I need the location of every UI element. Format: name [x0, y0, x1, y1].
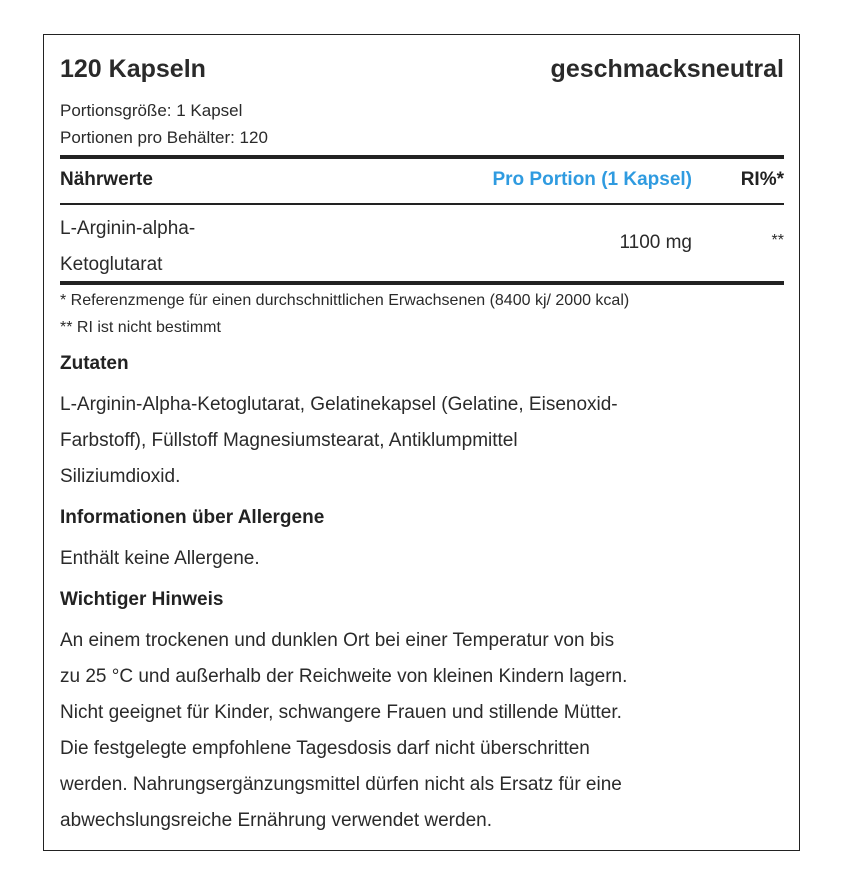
allergens-title: Informationen über Allergene [60, 507, 325, 528]
allergens-text: Enthält keine Allergene. [60, 548, 260, 569]
nutrient-name [60, 211, 320, 283]
notice-line: Nicht geeignet für Kinder, schwangere Frauen und stillende Mütter. [60, 702, 622, 723]
nutrient-name-line: L-Arginin-alpha- [60, 218, 196, 239]
column-header-ri: RI%* [740, 169, 784, 190]
divider-thick [60, 281, 784, 285]
notice-line: An einem trockenen und dunklen Ort bei einer Temperatur von bis [60, 630, 615, 651]
notice-title: Wichtiger Hinweis [60, 589, 224, 610]
divider-thick [60, 155, 784, 159]
servings-per-container: Portionen pro Behälter: 120 [60, 128, 268, 147]
notice-line: Die festgelegte empfohlene Tagesdosis darf nicht überschritten [60, 738, 590, 759]
ingredients-text [60, 387, 784, 495]
ingredients-line: Farbstoff), Füllstoff Magnesiumstearat, Antiklumpmittel [60, 430, 518, 451]
notice-text [60, 623, 784, 839]
label-header [60, 55, 784, 91]
nutrient-name-line: Ketoglutarat [60, 254, 163, 275]
serving-size: Portionsgröße: 1 Kapsel [60, 101, 243, 120]
nutrient-value: 1100 mg [619, 232, 692, 253]
nutrient-ri: ** [771, 232, 784, 249]
ingredients-line: Siliziumdioxid. [60, 466, 181, 487]
footnote-reference: * Referenzmenge für einen durchschnittlichen Erwachsenen (8400 kj/ 2000 kcal) [60, 292, 630, 309]
flavor-label: geschmacksneutral [550, 55, 784, 83]
notice-line: werden. Nahrungsergänzungsmittel dürfen nicht als Ersatz für eine [60, 774, 622, 795]
ingredients-title: Zutaten [60, 353, 129, 374]
column-header-nutrients: Nährwerte [60, 169, 153, 190]
ingredients-line: L-Arginin-Alpha-Ketoglutarat, Gelatinekapsel (Gelatine, Eisenoxid- [60, 394, 618, 415]
capsule-count: 120 Kapseln [60, 55, 206, 83]
notice-line: abwechslungsreiche Ernährung verwendet werden. [60, 810, 492, 831]
footnote-ri: ** RI ist nicht bestimmt [60, 319, 221, 336]
notice-line: zu 25 °C und außerhalb der Reichweite von kleinen Kindern lagern. [60, 666, 628, 687]
nutrition-label-panel [43, 34, 800, 851]
divider-thin [60, 203, 784, 205]
column-header-per-portion: Pro Portion (1 Kapsel) [492, 169, 692, 190]
